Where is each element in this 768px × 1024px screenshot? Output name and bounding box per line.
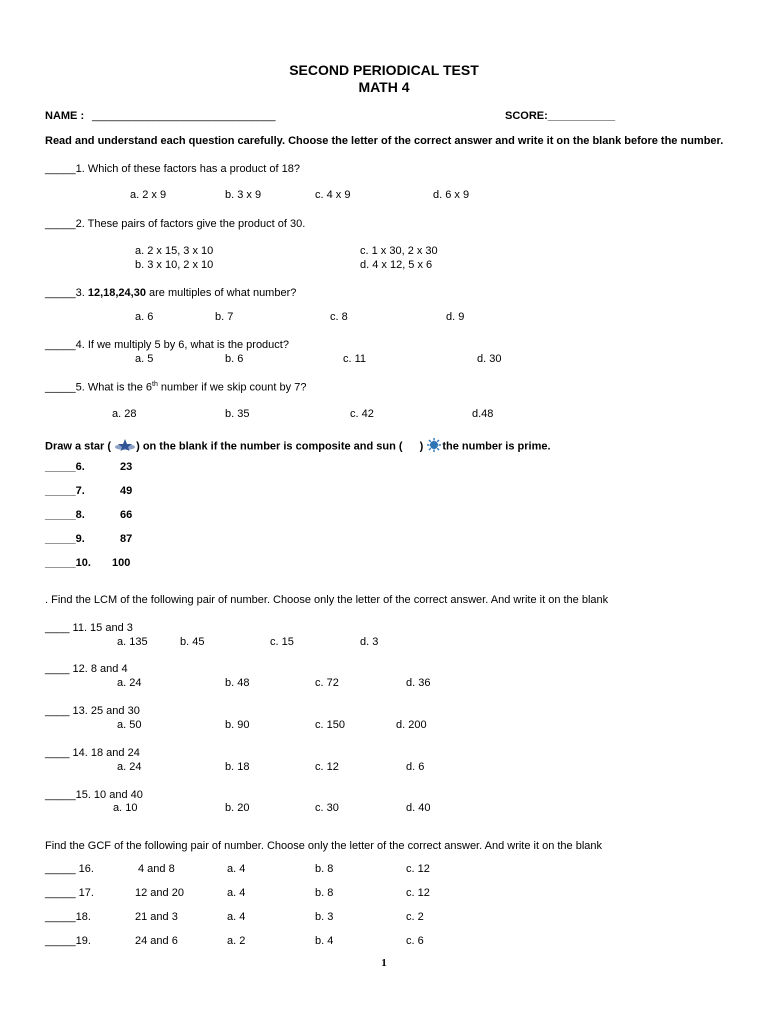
page-title: SECOND PERIODICAL TEST <box>289 62 479 78</box>
choice-2a: a. 2 x 15, 3 x 10 <box>135 245 214 257</box>
question-4: _____4. If we multiply 5 by 6, what is the product? <box>45 339 289 351</box>
choice-14c: c. 12 <box>315 761 339 773</box>
item-19-pair: 24 and 6 <box>135 935 178 947</box>
question-14: ____ 14. 18 and 24 <box>45 747 140 759</box>
choice-4a: a. 5 <box>135 353 154 365</box>
item-16-number: _____ 16. <box>45 863 94 875</box>
item-6-number: _____6. <box>45 461 85 473</box>
name-label: NAME : <box>45 110 85 122</box>
choice-4c: c. 11 <box>343 353 367 365</box>
instructions: Read and understand each question carefully. Choose the letter of the correct answer and write it on the blank before the number. <box>45 135 724 147</box>
item-6-value: 23 <box>120 461 133 473</box>
item-7-number: _____7. <box>45 485 85 497</box>
item-9-value: 87 <box>120 533 133 545</box>
choice-3b: b. 7 <box>215 311 234 323</box>
item-19-number: _____19. <box>45 935 91 947</box>
question-12: ____ 12. 8 and 4 <box>45 663 128 675</box>
item-10-number: _____10. <box>45 557 91 569</box>
question-15: _____15. 10 and 40 <box>45 789 143 801</box>
item-8-number: _____8. <box>45 509 85 521</box>
instr-part-c: ) <box>419 440 424 453</box>
choice-2b: b. 3 x 10, 2 x 10 <box>135 259 214 271</box>
choice-18a: a. 4 <box>227 911 246 923</box>
choice-14d: d. 6 <box>406 761 425 773</box>
choice-19b: b. 4 <box>315 935 334 947</box>
choice-1b: b. 3 x 9 <box>225 189 262 201</box>
choice-1d: d. 6 x 9 <box>433 189 470 201</box>
item-16-pair: 4 and 8 <box>138 863 175 875</box>
item-10-value: 100 <box>112 557 131 569</box>
question-3-numbers: 12,18,24,30 <box>87 287 146 299</box>
choice-3d: d. 9 <box>446 311 465 323</box>
choice-18b: b. 3 <box>315 911 334 923</box>
choice-3c: c. 8 <box>330 311 348 323</box>
choice-12a: a. 24 <box>117 677 142 689</box>
choice-14a: a. 24 <box>117 761 142 773</box>
choice-13d: d. 200 <box>396 719 427 731</box>
choice-15c: c. 30 <box>315 802 339 814</box>
item-18-number: _____18. <box>45 911 91 923</box>
choice-5d: d.48 <box>472 408 494 420</box>
name-blank: ______________________________ <box>92 110 276 122</box>
choice-11d: d. 3 <box>360 636 379 648</box>
choice-15d: d. 40 <box>406 802 431 814</box>
question-3-blank: _____3. <box>45 287 85 299</box>
choice-2c: c. 1 x 30, 2 x 30 <box>360 245 438 257</box>
choice-12b: b. 48 <box>225 677 250 689</box>
choice-5b: b. 35 <box>225 408 250 420</box>
choice-13b: b. 90 <box>225 719 250 731</box>
question-5-sup: th <box>152 381 158 388</box>
star-sun-instructions <box>45 438 551 455</box>
choice-13c: c. 150 <box>315 719 345 731</box>
page-subtitle: MATH 4 <box>358 79 410 95</box>
item-9-number: _____9. <box>45 533 85 545</box>
choice-17c: c. 12 <box>406 887 430 899</box>
choice-12c: c. 72 <box>315 677 339 689</box>
choice-1c: c. 4 x 9 <box>315 189 351 201</box>
gcf-instructions: Find the GCF of the following pair of number. Choose only the letter of the correct answer. And write it on the blank <box>45 840 603 852</box>
choice-17a: a. 4 <box>227 887 246 899</box>
question-5-text-a: _____5. What is the 6 <box>45 381 153 394</box>
choice-2d: d. 4 x 12, 5 x 6 <box>360 259 433 271</box>
choice-16a: a. 4 <box>227 863 246 875</box>
choice-19a: a. 2 <box>227 935 246 947</box>
question-2: _____2. These pairs of factors give the product of 30. <box>45 218 306 230</box>
choice-4b: b. 6 <box>225 353 244 365</box>
choice-15a: a. 10 <box>113 802 138 814</box>
choice-11b: b. 45 <box>180 636 205 648</box>
star-icon <box>114 438 136 455</box>
question-3 <box>45 287 296 299</box>
choice-12d: d. 36 <box>406 677 431 689</box>
choice-13a: a. 50 <box>117 719 142 731</box>
question-5-text-b: number if we skip count by 7? <box>157 381 307 394</box>
item-7-value: 49 <box>120 485 133 497</box>
choice-1a: a. 2 x 9 <box>130 189 167 201</box>
instr-part-d: the number is prime. <box>442 440 551 453</box>
choice-17b: b. 8 <box>315 887 334 899</box>
choice-18c: c. 2 <box>406 911 424 923</box>
choice-19c: c. 6 <box>406 935 424 947</box>
instr-part-b: ) on the blank if the number is composite and sun ( <box>136 440 403 453</box>
question-5 <box>45 381 306 394</box>
sun-icon <box>426 438 442 455</box>
score-label: SCORE:___________ <box>505 110 616 122</box>
question-1: _____1. Which of these factors has a product of 18? <box>45 163 300 175</box>
choice-14b: b. 18 <box>225 761 250 773</box>
instr-part-a: Draw a star ( <box>45 440 112 453</box>
question-3-text: are multiples of what number? <box>145 287 297 299</box>
page-number: 1 <box>381 957 387 969</box>
choice-16b: b. 8 <box>315 863 334 875</box>
item-17-pair: 12 and 20 <box>135 887 184 899</box>
item-18-pair: 21 and 3 <box>135 911 178 923</box>
item-17-number: _____ 17. <box>45 887 94 899</box>
choice-16c: c. 12 <box>406 863 430 875</box>
choice-4d: d. 30 <box>477 353 502 365</box>
choice-5c: c. 42 <box>350 408 374 420</box>
question-13: ____ 13. 25 and 30 <box>45 705 140 717</box>
item-8-value: 66 <box>120 509 133 521</box>
choice-5a: a. 28 <box>112 408 137 420</box>
choice-15b: b. 20 <box>225 802 250 814</box>
choice-11c: c. 15 <box>270 636 294 648</box>
choice-3a: a. 6 <box>135 311 154 323</box>
choice-11a: a. 135 <box>117 636 148 648</box>
question-11: ____ 11. 15 and 3 <box>45 622 133 634</box>
lcm-instructions: . Find the LCM of the following pair of number. Choose only the letter of the correct answer. And write it on the blank <box>45 594 609 606</box>
